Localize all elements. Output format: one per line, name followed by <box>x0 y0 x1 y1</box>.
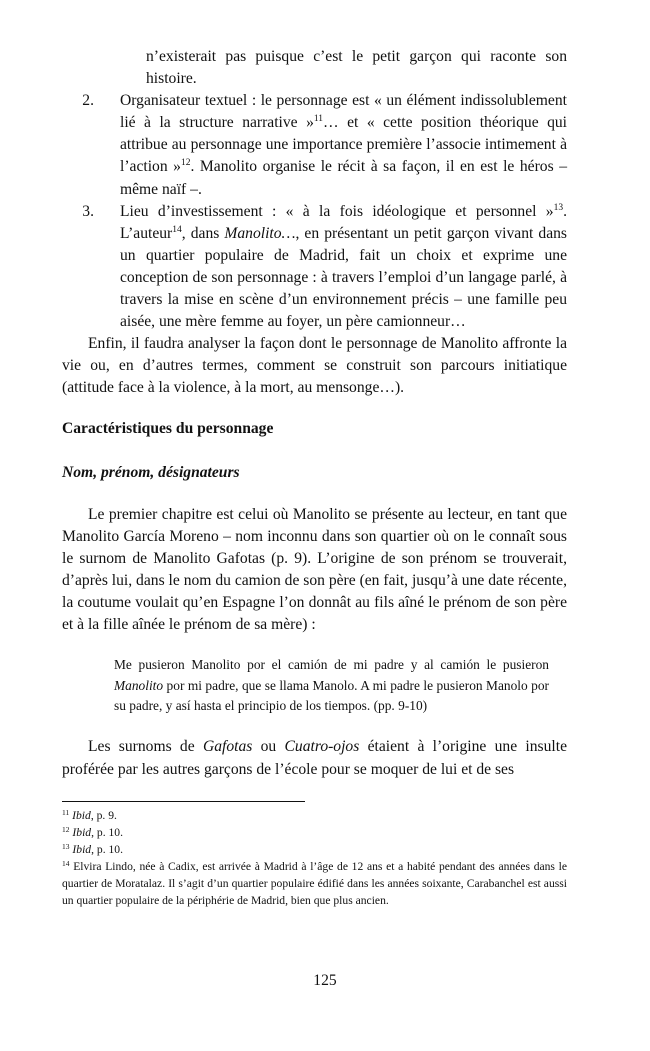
footnote: $^{13}$ Ibid, p. 10. <box>62 842 123 856</box>
footnote: $^{12}$ Ibid, p. 10. <box>62 825 123 839</box>
section-heading: Caractéristiques du personnage <box>62 419 274 437</box>
paragraph-premier-chapitre: Le premier chapitre est celui où Manolito se présente au lecteur, en tant que Manolito García Moreno – nom inconnu dans son quartier où on le connaît sous le surnom de Manolito Gafotas (p. 9). L’origine de son prénom se trouverait, d’après lui, dans le nom du camion de son père (en fait, jusqu’à une date récente, la coutume voulait qu’en Espagne l’on donnât au fils aîné le prénom de son père et à la fille aînée le prénom de sa mère) : <box>62 505 567 634</box>
paragraph-surnoms: Les surnoms de Gafotas ou Cuatro-ojos étaient à l’origine une insulte proférée par les autres garçons de l’école pour se moquer de lui et de ses <box>62 738 568 778</box>
list-item-text: Organisateur textuel : le personnage est « un élément indissolublement lié à la structure narrative »$^{11}$… et « cette position théorique qui attribue au personnage une importance première l’associe intimement à l’action »$^{12}$. Manolito organise le récit à sa façon, il en est le héros – même naïf –. <box>120 92 568 198</box>
list-item-text: Lieu d’investissement : « à la fois idéologique et personnel »$^{13}$. L’auteur$^{14}$, dans Manolito…, en présentant un petit garçon vivant dans un quartier populaire de Madrid, fait un choix et exprime une conception de son personnage : à travers l’emploi d’un langage parlé, à travers la mise en scène d’un environnement précis – une famille peu aisée, une mère femme au foyer, un père camionneur… <box>120 202 567 331</box>
footnote: $^{11}$ Ibid, p. 9. <box>62 808 117 822</box>
list-number: 2. <box>82 92 94 110</box>
paragraph-enfin: Enfin, il faudra analyser la façon dont le personnage de Manolito affronte la vie ou, en d’autres termes, comment se construit son parcours initiatique (attitude face à la violence, à la mort, au mensonge…). <box>62 335 567 397</box>
main-text <box>62 46 567 781</box>
subsection-heading: Nom, prénom, désignateurs <box>62 463 240 481</box>
footnote: $^{14}$ Elvira Lindo, née à Cadix, est arrivée à Madrid à l’âge de 12 ans et a habité pendant des années dans le quartier de Moratalaz. Il s’agit d’un quartier populaire édifié dans les années soixante, Carabanchel est aussi un quartier populaire de la périphérie de Madrid, bien que plus ancien. <box>62 859 567 907</box>
footnote-ref[interactable]: 11 <box>313 114 324 125</box>
page-number: 125 <box>313 972 337 989</box>
book-title: Manolito… <box>224 224 296 242</box>
block-quote: Me pusieron Manolito por el camión de mi padre y al camión le pusieron Manolito por mi padre, que se llama Manolo. A mi padre le pusieron Manolo por su padre, y así hasta el principio de los tiempos. (pp. 9-10) <box>114 657 549 714</box>
footnotes <box>62 807 567 909</box>
footnote-ref[interactable]: 13 <box>553 202 564 213</box>
footnote-ref[interactable]: 12 <box>180 158 191 169</box>
list-item-2 <box>62 90 567 200</box>
footnote-ref[interactable]: 14 <box>172 224 182 235</box>
list-item-1-continuation: n’existerait pas puisque c’est le petit garçon qui raconte son histoire. <box>146 48 567 88</box>
list-number: 3. <box>82 202 94 220</box>
list-item-3 <box>62 201 567 334</box>
footnote-rule <box>62 801 305 802</box>
